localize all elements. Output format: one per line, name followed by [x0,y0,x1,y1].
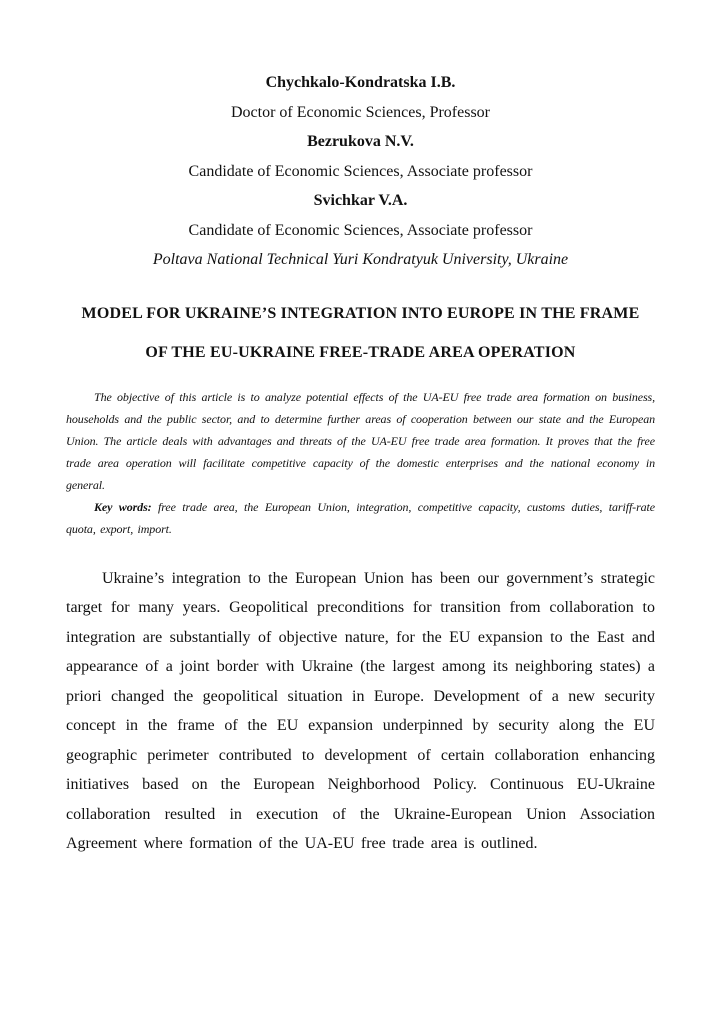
keywords-label: Key words: [94,499,152,514]
author-name: Bezrukova N.V. [307,133,414,150]
paper-title [66,294,655,372]
author-degree: Candidate of Economic Sciences, Associate professor [188,162,533,180]
abstract-block [66,386,655,540]
keywords-text: free trade area, the European Union, integration, competitive capacity, customs duties, tariff-rate quota, export, import. [66,499,655,536]
paper-title-line-2: OF THE EU-UKRAINE FREE-TRADE AREA OPERATION [145,343,576,361]
affiliation: Poltava National Technical Yuri Kondratyuk University, Ukraine [152,251,569,268]
author-degree: Doctor of Economic Sciences, Professor [230,103,491,121]
author-degree: Candidate of Economic Sciences, Associate professor [188,221,533,239]
keywords-paragraph [66,496,655,540]
authors-block [66,68,655,275]
paper-title-line-1: MODEL FOR UKRAINE’S INTEGRATION INTO EUROPE IN THE FRAME [81,304,640,322]
body-paragraph: Ukraine’s integration to the European Union has been our government’s strategic target for many years. Geopolitical preconditions for transition from collaboration to integration are substantially of objective nature, for the EU expansion to the East and appearance of a joint border with Ukraine (the largest among its neighboring states) a priori changed the geopolitical situation in Europe. Development of a new security concept in the frame of the EU expansion underpinned by security along the EU geographic perimeter contributed to development of certain collaboration enhancing initiatives based on the European Neighborhood Policy. Continuous EU-Ukraine collaboration resulted in execution of the Ukraine-European Union Association Agreement where formation of the UA-EU free trade area is outlined. [66,569,655,852]
author-name: Svichkar V.A. [313,192,408,209]
author-name: Chychkalo-Kondratska I.B. [265,74,456,91]
abstract-text: The objective of this article is to analyze potential effects of the UA-EU free trade area formation on business, households and the public sector, and to determine further areas of cooperation between our state and the European Union. The article deals with advantages and threats of the UA-EU free trade area formation. It proves that the free trade area operation will facilitate competitive capacity of the domestic enterprises and the national economy in general. [66,389,655,492]
